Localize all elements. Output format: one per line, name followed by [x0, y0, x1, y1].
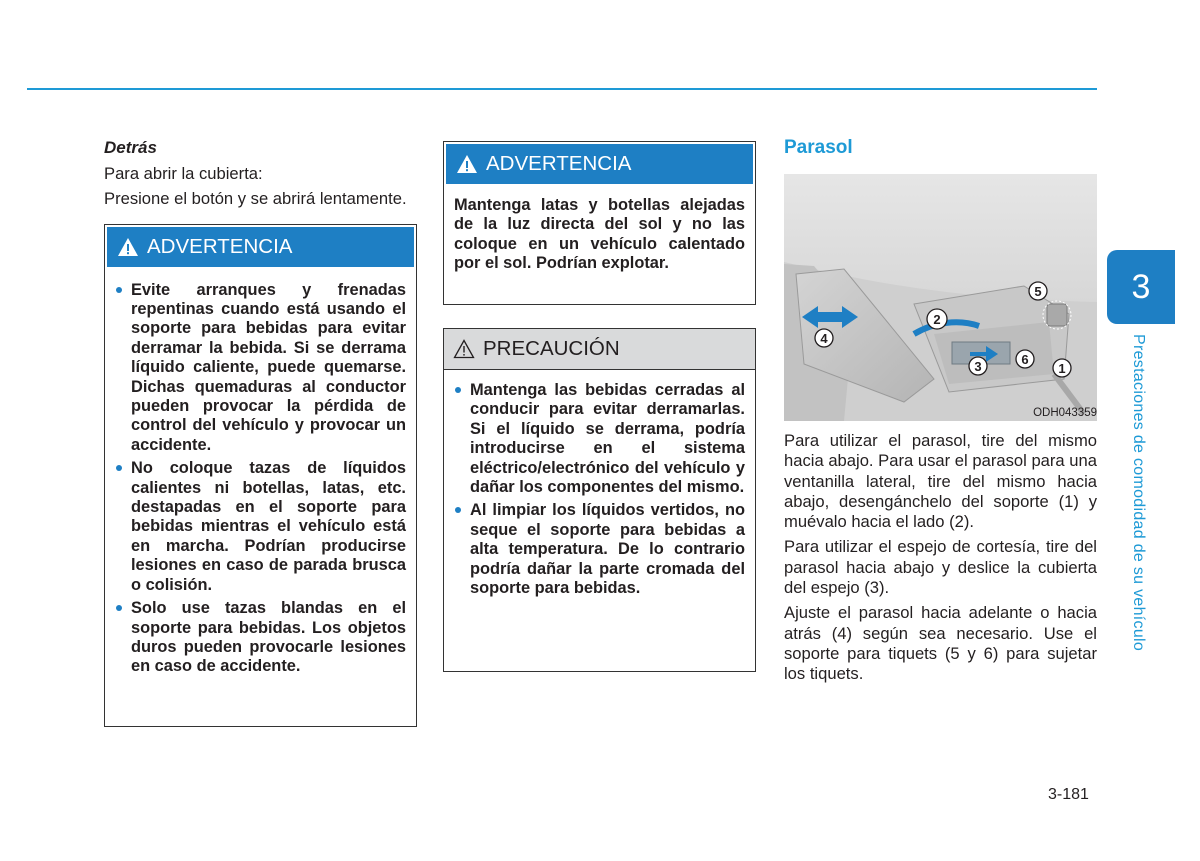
- paragraph: Para utilizar el parasol, tire del mismo hacia abajo. Para usar el parasol para una ventanilla lateral, tire del mismo hacia abajo, desengánchelo del soporte (1) y muévalo hacia el lado (2).: [784, 431, 1097, 532]
- paragraph: Para abrir la cubierta:: [104, 164, 263, 183]
- left-column: [104, 138, 417, 727]
- callout-3: 3: [974, 359, 982, 374]
- list-item: Solo use tazas blandas en el soporte para bebidas. Los objetos duros pueden provocarle lesiones en caso de accidente.: [115, 599, 406, 677]
- sun-visor-illustration: [784, 174, 1097, 421]
- right-column: [784, 137, 1097, 690]
- warning-list: [115, 281, 406, 677]
- chapter-title: Prestaciones de comodidad de su vehículo: [1130, 334, 1147, 652]
- warning-header: [107, 227, 414, 267]
- section-title-parasol: Parasol: [784, 137, 853, 158]
- warning-header: [446, 144, 753, 184]
- page-number: 3-181: [1048, 786, 1089, 803]
- subheading-detras: Detrás: [104, 138, 157, 157]
- caution-title: PRECAUCIÓN: [483, 337, 620, 360]
- caution-header: [444, 329, 755, 370]
- callout-5: 5: [1034, 284, 1042, 299]
- warning-title: ADVERTENCIA: [147, 234, 293, 258]
- sun-visor-drawing: [784, 174, 1097, 421]
- list-item: Evite arranques y frenadas repentinas cuando está usando el soporte para bebidas para evitar derramar la bebida. Si se derrama líquido caliente, puede quemarse. Dichas quemaduras al conductor pueden provocar la pérdida de control del vehículo y provocar un accidente.: [115, 281, 406, 456]
- warning-box: [104, 224, 417, 727]
- paragraph: Ajuste el parasol hacia adelante o hacia atrás (4) según sea necesario. Use el soporte para tiquets (5 y 6) para sujetar los tiquets.: [784, 603, 1097, 684]
- header-rule: [27, 88, 1097, 90]
- list-item: Al limpiar los líquidos vertidos, no seque el soporte para bebidas a alta temperatura. De lo contrario podría dañar la parte cromada del soporte para bebidas.: [454, 501, 745, 598]
- warning-box: [443, 141, 756, 305]
- list-item: No coloque tazas de líquidos calientes ni botellas, latas, etc. destapadas en el soporte para bebidas mientras el vehículo está en marcha. Podrían producirse lesiones en caso de parada brusca o colisión.: [115, 459, 406, 595]
- caution-list: [454, 381, 745, 598]
- chapter-tab: 3: [1107, 250, 1175, 324]
- callout-4: 4: [820, 331, 828, 346]
- callout-6: 6: [1021, 352, 1029, 367]
- paragraph: Para utilizar el espejo de cortesía, tire del parasol hacia abajo y deslice la cubierta del espejo (3).: [784, 537, 1097, 598]
- caution-triangle-icon: [453, 339, 475, 359]
- list-item: Mantenga las bebidas cerradas al conducir para evitar derramarlas. Si el líquido se derrama, podría introducirse en el sistema eléctrico/electrónico del vehículo y dañar los componentes del mismo.: [454, 381, 745, 497]
- paragraph: Presione el botón y se abrirá lentamente.: [104, 189, 407, 209]
- middle-column: [443, 141, 756, 672]
- warning-triangle-icon: [117, 237, 139, 257]
- callout-1: 1: [1058, 361, 1066, 376]
- caution-box: [443, 328, 756, 672]
- figure-code: ODH043359: [1033, 407, 1097, 419]
- warning-triangle-icon: [456, 154, 478, 174]
- callout-2: 2: [933, 312, 941, 327]
- warning-text: Mantenga latas y botellas alejadas de la luz directa del sol y no las coloque en un vehículo calentado por el sol. Podrían explotar.: [454, 196, 745, 273]
- warning-title: ADVERTENCIA: [486, 152, 632, 175]
